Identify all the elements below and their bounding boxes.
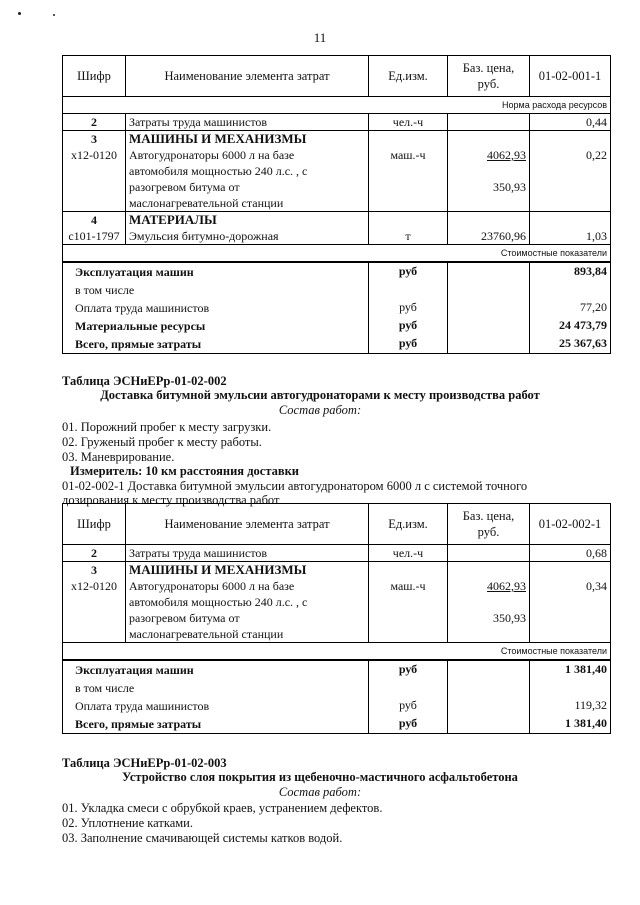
resource-table-1 bbox=[62, 55, 611, 354]
resource-table-2 bbox=[62, 503, 611, 734]
work-step: 03. Заполнение смачивающей системы катков водой. bbox=[62, 831, 343, 845]
page-number: 11 bbox=[313, 30, 327, 45]
norm-description: 01-02-002-1 Доставка битумной эмульсии автогудронатором 6000 л с системой точного bbox=[62, 479, 528, 493]
summary-label: Всего, прямые затраты bbox=[63, 335, 369, 354]
work-step: 02. Уплотнение катками. bbox=[62, 816, 193, 830]
cost-label-row bbox=[63, 643, 611, 661]
summary-value: 25 367,63 bbox=[530, 335, 611, 354]
summary-unit: руб bbox=[369, 317, 448, 335]
summary-unit: руб bbox=[369, 335, 448, 354]
machine-item-name: Автогудронаторы 6000 л на базе автомобиля мощностью 240 л.с. , с разогревом битума от маслонагревательной станции bbox=[126, 578, 369, 643]
meter-label: Измеритель: 10 км расстояния доставки bbox=[70, 464, 300, 478]
summary-unit: руб bbox=[369, 715, 448, 734]
machines-title-row bbox=[63, 131, 611, 148]
machine-item-row bbox=[63, 147, 611, 212]
composition-label: Состав работ: bbox=[278, 403, 362, 417]
materials-title: МАТЕРИАЛЫ bbox=[126, 212, 369, 229]
scan-dot bbox=[18, 12, 21, 15]
header-price: Баз. цена, руб. bbox=[448, 56, 530, 97]
labor-name: Затраты труда машинистов bbox=[126, 545, 369, 562]
summary-label: Эксплуатация машин bbox=[63, 262, 369, 281]
norm-label: Норма расхода ресурсов bbox=[63, 97, 611, 114]
header-unit: Ед.изм. bbox=[369, 504, 448, 545]
summary-row bbox=[63, 299, 611, 317]
composition-label: Состав работ: bbox=[278, 785, 362, 799]
summary-row bbox=[63, 262, 611, 281]
table-header-row bbox=[63, 56, 611, 97]
machine-item-unit: маш.-ч bbox=[369, 147, 448, 212]
machine-item-price: 4062,93 350,93 bbox=[448, 147, 530, 212]
summary-row bbox=[63, 317, 611, 335]
labor-code: 2 bbox=[63, 545, 126, 562]
summary-value: 1 381,40 bbox=[530, 715, 611, 734]
materials-code: 4 bbox=[63, 212, 126, 229]
scan-dot bbox=[53, 14, 55, 16]
machine-item-name: Автогудронаторы 6000 л на базе автомобиля мощностью 240 л.с. , с разогревом битума от маслонагревательной станции bbox=[126, 147, 369, 212]
work-step: 03. Маневрирование. bbox=[62, 450, 175, 464]
machines-code: 3 bbox=[63, 562, 126, 579]
header-code: Шифр bbox=[63, 504, 126, 545]
header-name: Наименование элемента затрат bbox=[126, 56, 369, 97]
labor-code: 2 bbox=[63, 114, 126, 131]
material-item-value: 1,03 bbox=[530, 228, 611, 245]
machine-item-price: 4062,93 350,93 bbox=[448, 578, 530, 643]
cost-label: Стоимостные показатели bbox=[63, 245, 611, 263]
machine-item-row bbox=[63, 578, 611, 643]
materials-title-row bbox=[63, 212, 611, 229]
summary-label: Оплата труда машинистов bbox=[63, 697, 369, 715]
section-title: Устройство слоя покрытия из щебеночно-мастичного асфальтобетона bbox=[122, 770, 518, 784]
summary-value: 893,84 bbox=[530, 262, 611, 281]
header-norm: 01-02-002-1 bbox=[530, 504, 611, 545]
table-title: Таблица ЭСНиЕРр-01-02-002 bbox=[62, 374, 227, 388]
header-name: Наименование элемента затрат bbox=[126, 504, 369, 545]
machine-item-code: х12-0120 bbox=[63, 578, 126, 643]
summary-row bbox=[63, 697, 611, 715]
summary-row bbox=[63, 679, 611, 697]
summary-label: в том числе bbox=[63, 281, 369, 299]
summary-value: 77,20 bbox=[530, 299, 611, 317]
norm-label-row bbox=[63, 97, 611, 114]
labor-name: Затраты труда машинистов bbox=[126, 114, 369, 131]
summary-unit: руб bbox=[369, 697, 448, 715]
cost-label: Стоимостные показатели bbox=[63, 643, 611, 661]
machine-item-code: х12-0120 bbox=[63, 147, 126, 212]
material-item-price: 23760,96 bbox=[448, 228, 530, 245]
header-price: Баз. цена, руб. bbox=[448, 504, 530, 545]
machine-item-unit: маш.-ч bbox=[369, 578, 448, 643]
work-step: 01. Укладка смеси с обрубкой краев, устранением дефектов. bbox=[62, 801, 383, 815]
labor-value: 0,68 bbox=[530, 545, 611, 562]
machine-item-value: 0,22 bbox=[530, 147, 611, 212]
machines-title: МАШИНЫ И МЕХАНИЗМЫ bbox=[126, 562, 369, 579]
summary-label: Материальные ресурсы bbox=[63, 317, 369, 335]
material-item-row bbox=[63, 228, 611, 245]
table-header-row bbox=[63, 504, 611, 545]
labor-row bbox=[63, 545, 611, 562]
machines-title-row bbox=[63, 562, 611, 579]
machines-code: 3 bbox=[63, 131, 126, 148]
summary-label: Оплата труда машинистов bbox=[63, 299, 369, 317]
cost-label-row bbox=[63, 245, 611, 263]
labor-unit: чел.-ч bbox=[369, 114, 448, 131]
work-step: 02. Груженый пробег к месту работы. bbox=[62, 435, 262, 449]
table-title: Таблица ЭСНиЕРр-01-02-003 bbox=[62, 756, 227, 770]
summary-value: 1 381,40 bbox=[530, 660, 611, 679]
summary-row bbox=[63, 281, 611, 299]
material-item-code: с101-1797 bbox=[63, 228, 126, 245]
labor-row bbox=[63, 114, 611, 131]
summary-value: 24 473,79 bbox=[530, 317, 611, 335]
summary-unit: руб bbox=[369, 262, 448, 281]
summary-row bbox=[63, 660, 611, 679]
labor-unit: чел.-ч bbox=[369, 545, 448, 562]
machines-title: МАШИНЫ И МЕХАНИЗМЫ bbox=[126, 131, 369, 148]
header-norm: 01-02-001-1 bbox=[530, 56, 611, 97]
material-item-unit: т bbox=[369, 228, 448, 245]
summary-label: Эксплуатация машин bbox=[63, 660, 369, 679]
header-unit: Ед.изм. bbox=[369, 56, 448, 97]
material-item-name: Эмульсия битумно-дорожная bbox=[126, 228, 369, 245]
norm-description: дозирования к месту производства работ bbox=[62, 493, 280, 507]
summary-value: 119,32 bbox=[530, 697, 611, 715]
summary-row bbox=[63, 715, 611, 734]
section-title: Доставка битумной эмульсии автогудронаторами к месту производства работ bbox=[100, 388, 540, 402]
work-step: 01. Порожний пробег к месту загрузки. bbox=[62, 420, 272, 434]
labor-value: 0,44 bbox=[530, 114, 611, 131]
summary-row bbox=[63, 335, 611, 354]
header-code: Шифр bbox=[63, 56, 126, 97]
summary-label: в том числе bbox=[63, 679, 369, 697]
summary-label: Всего, прямые затраты bbox=[63, 715, 369, 734]
machine-item-value: 0,34 bbox=[530, 578, 611, 643]
summary-unit: руб bbox=[369, 660, 448, 679]
summary-unit: руб bbox=[369, 299, 448, 317]
